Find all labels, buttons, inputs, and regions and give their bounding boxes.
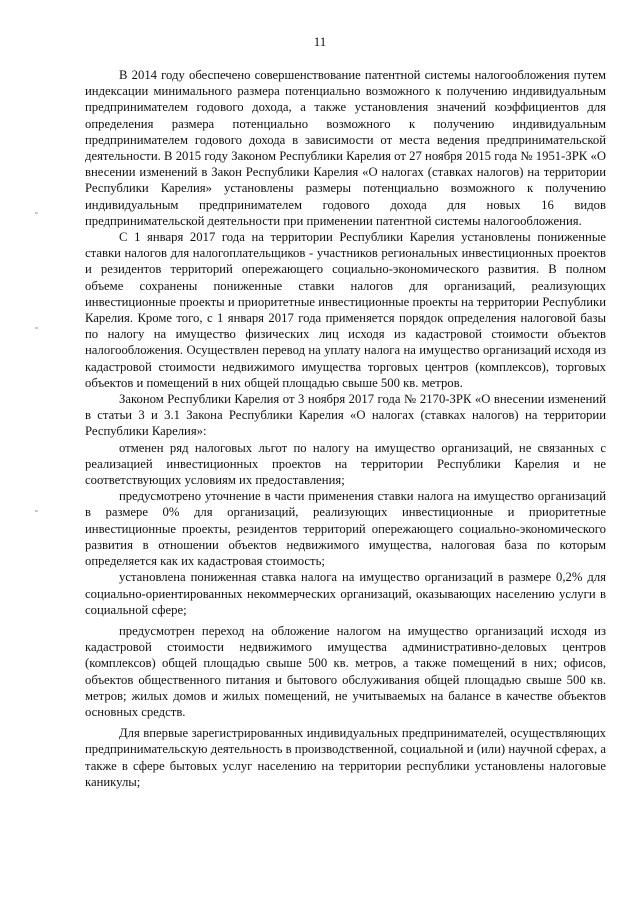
body-text: [85, 67, 606, 790]
page-number: 11: [313, 34, 327, 49]
paragraph-cadastral-value-transition: предусмотрен переход на обложение налогом на имущество организаций исходя из кадастровой стоимости недвижимого имущества административно-деловых центров (комплексов) общей площадью свыше 500 кв. метров, а также помещений в них; офисов, объектов общественного питания и бытового обслуживания общей площадью свыше 500 кв. метров; жилых домов и жилых помещений, не учитываемых на балансе в качестве объектов основных средств.: [85, 623, 606, 719]
paragraph-tax-holidays: Для впервые зарегистрированных индивидуальных предпринимателей, осуществляющих предпринимательскую деятельность в производственной, социальной и (или) научной сферах, а также в сфере бытовых услуг населению на территории республики установлены налоговые каникулы;: [85, 726, 606, 789]
paragraph-zero-rate-clarification: предусмотрено уточнение в части применения ставки налога на имущество организаций в размере 0% для организаций, реализующих инвестиционные и приоритетные инвестиционные проекты, резидентов территорий опережающего социально-экономического развития в отношении объектов недвижимого имущества, налоговая база по которым определяется как их кадастровая стоимость;: [85, 489, 606, 569]
paragraph-patent-system: В 2014 году обеспечено совершенствование патентной системы налогообложения путем индексации минимального размера потенциально возможного к получению индивидуальным предпринимателем годового дохода, а также установления значений коэффициентов для определения размера потенциально возможного к получению индивидуальным предпринимателем годового дохода в зависимости от места ведения предпринимательской деятельности. В 2015 году Законом Республики Карелия от 27 ноября 2015 года № 1951-ЗРК «О внесении изменений в Закон Республики Карелия «О налогах (ставках налогов) на территории Республики Карелия» установлены размеры потенциально возможного к получению индивидуальным предпринимателем годового дохода для новых 16 видов предпринимательской деятельности при применении патентной системы налогообложения.: [85, 68, 606, 228]
paragraph-benefits-cancelled: отменен ряд налоговых льгот по налогу на имущество организаций, не связанных с реализацией инвестиционных проектов на территории Республики Карелия и не соответствующих условиям их предоставления;: [85, 440, 606, 488]
paragraph-reduced-rate-nonprofits: установлена пониженная ставка налога на имущество организаций в размере 0,2% для социально-ориентированных некоммерческих организаций, оказывающих населению услуги в социальной сфере;: [85, 570, 606, 617]
paragraph-reduced-rates-2017: С 1 января 2017 года на территории Республики Карелия установлены пониженные ставки налогов для налогоплательщиков - участников региональных инвестиционных проектов и резидентов территорий опережающего социально-экономического развития. В полном объеме сохранены пониженные ставки налогов для организаций, реализующих инвестиционные проекты и приоритетные инвестиционные проекты на территории Республики Карелия. Кроме того, с 1 января 2017 года применяется порядок определения налоговой базы по налогу на имущество физических лиц исходя из кадастровой стоимости объектов налогообложения. Осуществлен перевод на уплату налога на имущество организаций исходя из кадастровой стоимости недвижимого имущества торговых центров (комплексов), торговых объектов и помещений в них общей площадью свыше 500 кв. метров.: [85, 230, 606, 390]
scan-speck: [35, 327, 38, 329]
scan-speck: [35, 510, 38, 512]
scan-speck: [35, 212, 38, 214]
paragraph-law-2170-zrk: Законом Республики Карелия от 3 ноября 2017 года № 2170-ЗРК «О внесении изменений в статьи 3 и 3.1 Закона Республики Карелия «О налогах (ставках налогов) на территории Республики Карелия»:: [85, 392, 606, 439]
